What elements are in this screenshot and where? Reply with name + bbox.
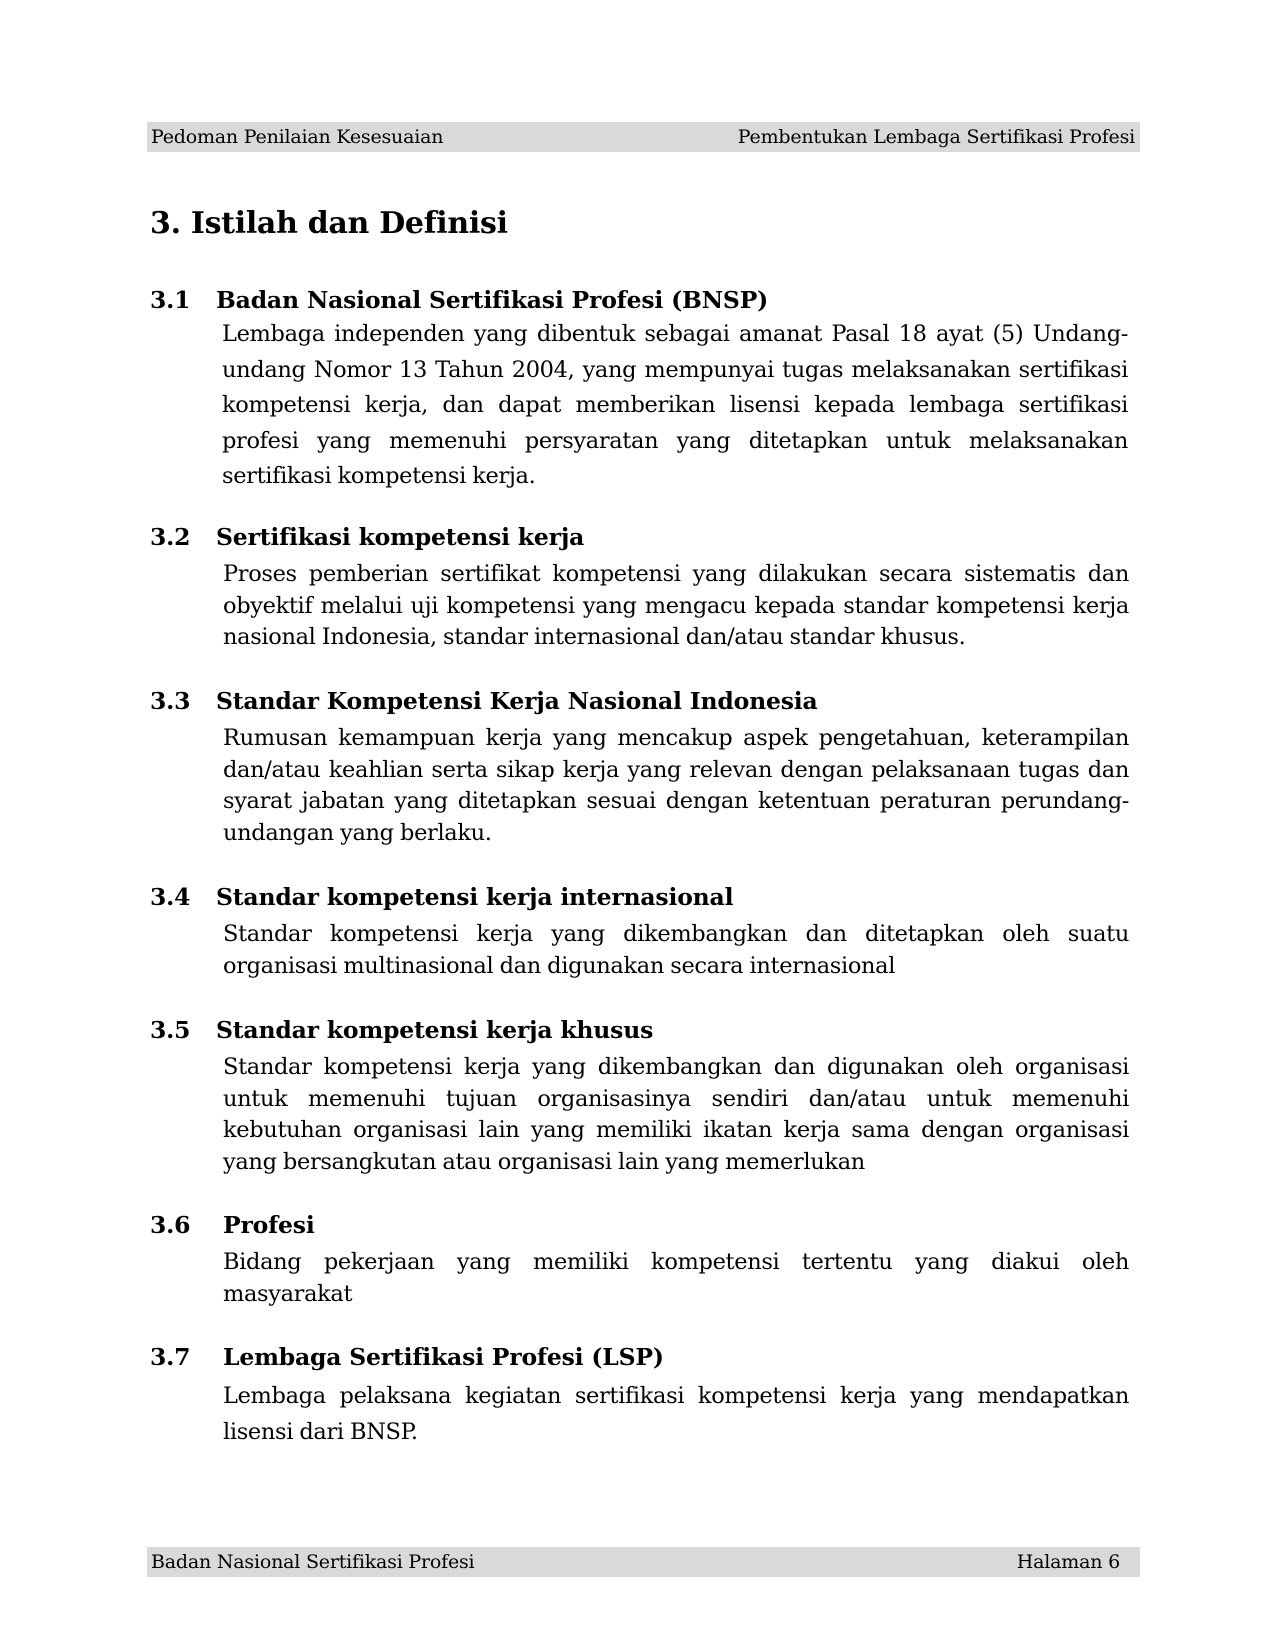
- section-title: Standar kompetensi kerja internasional: [216, 883, 734, 911]
- section-heading: [150, 1208, 1135, 1242]
- section-body: Standar kompetensi kerja yang dikembangkan dan digunakan oleh organisasi untuk memenuhi tujuan organisasinya sendiri dan/atau untuk memenuhi kebutuhan organisasi lain yang memiliki ikatan kerja sama dengan organisasi yang bersangkutan atau organisasi lain yang memerlukan: [223, 1054, 1129, 1175]
- section-heading: [150, 283, 1135, 317]
- section-title: Standar Kompetensi Kerja Nasional Indonesia: [216, 687, 818, 715]
- section-3-4: [150, 880, 1135, 982]
- section-title: Profesi: [223, 1211, 315, 1239]
- page-footer: [147, 1547, 1140, 1577]
- section-body: Lembaga independen yang dibentuk sebagai amanat Pasal 18 ayat (5) Undang-undang Nomor 13 Tahun 2004, yang mempunyai tugas melaksanakan sertifikasi kompetensi kerja, dan dapat memberikan lisensi kepada lembaga sertifikasi profesi yang memenuhi persyaratan yang ditetapkan untuk melaksanakan sertifikasi kompetensi kerja.: [222, 321, 1128, 489]
- section-number: 3.5: [150, 1016, 191, 1044]
- section-heading: [150, 880, 1135, 914]
- section-title: Badan Nasional Sertifikasi Profesi (BNSP): [216, 286, 769, 314]
- section-3-3: [150, 684, 1135, 849]
- section-body: Rumusan kemampuan kerja yang mencakup aspek pengetahuan, keterampilan dan/atau keahlian serta sikap kerja yang relevan dengan pelaksanaan tugas dan syarat jabatan yang ditetapkan sesuai dengan ketentuan peraturan perundang-undangan yang berlaku.: [223, 725, 1129, 846]
- section-body: Bidang pekerjaan yang memiliki kompetensi tertentu yang diakui oleh masyarakat: [223, 1249, 1129, 1307]
- section-3-1: [150, 283, 1135, 495]
- header-document-title: Pedoman Penilaian Kesesuaian: [151, 126, 444, 148]
- section-title: Standar kompetensi kerja khusus: [216, 1016, 654, 1044]
- section-heading: [150, 520, 1135, 554]
- section-body: Lembaga pelaksana kegiatan sertifikasi kompetensi kerja yang mendapatkan lisensi dari BNSP.: [223, 1383, 1129, 1445]
- section-heading: [150, 1013, 1135, 1047]
- section-3-5: [150, 1013, 1135, 1178]
- section-heading: [150, 684, 1135, 718]
- page-number: Halaman 6: [1016, 1551, 1120, 1573]
- chapter-heading: 3. Istilah dan Definisi: [150, 206, 508, 241]
- section-body: Proses pemberian sertifikat kompetensi yang dilakukan secara sistematis dan obyektif melalui uji kompetensi yang mengacu kepada standar kompetensi kerja nasional Indonesia, standar internasional dan/atau standar khusus.: [223, 561, 1129, 650]
- section-3-2: [150, 520, 1135, 654]
- section-heading: [150, 1340, 1135, 1374]
- section-number: 3.4: [150, 883, 191, 911]
- section-number: 3.6: [150, 1211, 191, 1239]
- section-number: 3.1: [150, 286, 191, 314]
- section-body: Standar kompetensi kerja yang dikembangkan dan ditetapkan oleh suatu organisasi multinasional dan digunakan secara internasional: [223, 921, 1129, 979]
- footer-organization: Badan Nasional Sertifikasi Profesi: [151, 1551, 475, 1573]
- page-header: [147, 122, 1140, 152]
- header-chapter-title: Pembentukan Lembaga Sertifikasi Profesi: [737, 126, 1135, 148]
- section-title: Lembaga Sertifikasi Profesi (LSP): [223, 1343, 664, 1371]
- section-number: 3.7: [150, 1343, 191, 1371]
- section-3-7: [150, 1340, 1135, 1450]
- section-title: Sertifikasi kompetensi kerja: [216, 523, 585, 551]
- section-3-6: [150, 1208, 1135, 1310]
- section-number: 3.3: [150, 687, 191, 715]
- section-number: 3.2: [150, 523, 191, 551]
